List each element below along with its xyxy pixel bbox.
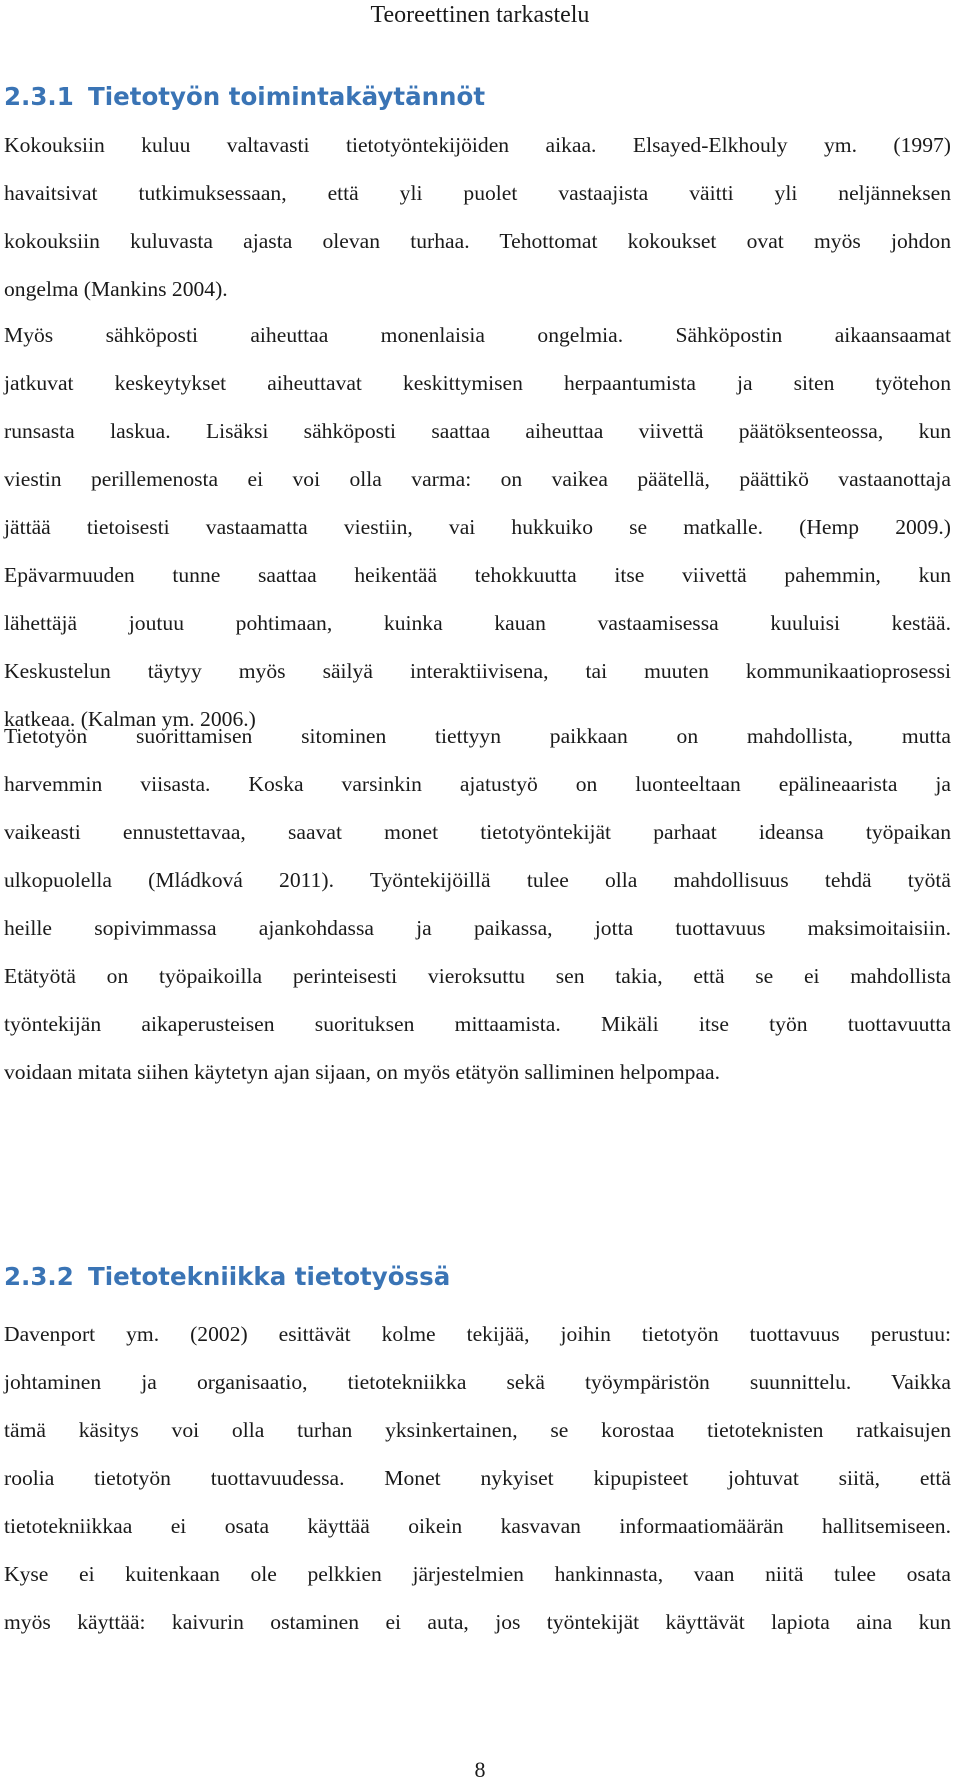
running-header: Teoreettinen tarkastelu (370, 2, 590, 28)
text-line: Kyse ei kuitenkaan ole pelkkien järjestelmien hankinnasta, vaan niitä tulee osata (4, 1562, 951, 1586)
text-line: voidaan mitata siihen käytetyn ajan sijaan, on myös etätyön salliminen helpompaa. (4, 1060, 721, 1084)
text-line: Keskustelun täytyy myös säilyä interaktiivisena, tai muuten kommunikaatioprosessi (4, 659, 951, 683)
text-line: kokouksiin kuluvasta ajasta olevan turhaa. Tehottomat kokoukset ovat myös johdon (4, 229, 951, 253)
text-line: Davenport ym. (2002) esittävät kolme tekijää, joihin tietotyön tuottavuus perustuu: (4, 1322, 951, 1346)
text-line: jättää tietoisesti vastaamatta viestiin, vai hukkuiko se matkalle. (Hemp 2009.) (4, 515, 951, 539)
text-line: Myös sähköposti aiheuttaa monenlaisia ongelmia. Sähköpostin aikaansaamat (4, 323, 951, 347)
text-line: viestin perillemenosta ei voi olla varma: on vaikea päätellä, päättikö vastaanottaja (4, 467, 951, 491)
paragraph-location (4, 712, 951, 1096)
section-title: Tietotekniikka tietotyössä (88, 1262, 451, 1291)
section-number: 2.3.1 (4, 82, 74, 111)
text-line: Epävarmuuden tunne saattaa heikentää tehokkuutta itse viivettä pahemmin, kun (4, 563, 951, 587)
text-line: heille sopivimmassa ajankohdassa ja paikassa, jotta tuottavuus maksimoitaisiin. (4, 916, 951, 940)
text-line: tämä käsitys voi olla turhan yksinkertainen, se korostaa tietoteknisten ratkaisujen (4, 1418, 951, 1442)
section-heading-2-3-1 (4, 82, 951, 112)
text-line: vaikeasti ennustettavaa, saavat monet tietotyöntekijät parhaat ideansa työpaikan (4, 820, 951, 844)
text-line: Kokouksiin kuluu valtavasti tietotyöntekijöiden aikaa. Elsayed-Elkhouly ym. (1997) (4, 133, 951, 157)
text-line: runsasta laskua. Lisäksi sähköposti saattaa aiheuttaa viivettä päätöksenteossa, kun (4, 419, 951, 443)
text-line: harvemmin viisasta. Koska varsinkin ajatustyö on luonteeltaan epälineaarista ja (4, 772, 951, 796)
text-line: havaitsivat tutkimuksessaan, että yli puolet vastaajista väitti yli neljänneksen (4, 181, 951, 205)
paragraph-meetings (4, 121, 951, 313)
text-line: jatkuvat keskeytykset aiheuttavat keskittymisen herpaantumista ja siten työtehon (4, 371, 951, 395)
text-line: myös käyttää: kaivurin ostaminen ei auta, jos työntekijät käyttävät lapiota aina kun (4, 1610, 951, 1634)
text-line: johtaminen ja organisaatio, tietotekniikka sekä työympäristön suunnittelu. Vaikka (4, 1370, 951, 1394)
text-line: ulkopuolella (Mládková 2011). Työntekijöillä tulee olla mahdollisuus tehdä työtä (4, 868, 951, 892)
text-line: Etätyötä on työpaikoilla perinteisesti vieroksuttu sen takia, että se ei mahdollista (4, 964, 951, 988)
text-line: Tietotyön suorittamisen sitominen tiettyyn paikkaan on mahdollista, mutta (4, 724, 951, 748)
section-title: Tietotyön toimintakäytännöt (88, 82, 486, 111)
text-line: työntekijän aikaperusteisen suorituksen mittaamista. Mikäli itse työn tuottavuutta (4, 1012, 951, 1036)
page-number: 8 (474, 1757, 486, 1782)
text-line: lähettäjä joutuu pohtimaan, kuinka kauan vastaamisessa kuuluisi kestää. (4, 611, 951, 635)
section-number: 2.3.2 (4, 1262, 74, 1291)
text-line: katkeaa. (Kalman ym. 2006.) (4, 707, 256, 731)
section-heading-2-3-2 (4, 1262, 951, 1292)
text-line: ongelma (Mankins 2004). (4, 277, 228, 301)
text-line: tietotekniikkaa ei osata käyttää oikein kasvavan informaatiomäärän hallitsemiseen. (4, 1514, 951, 1538)
text-line: roolia tietotyön tuottavuudessa. Monet nykyiset kipupisteet johtuvat siitä, että (4, 1466, 951, 1490)
paragraph-it (4, 1310, 951, 1646)
paragraph-email (4, 311, 951, 743)
